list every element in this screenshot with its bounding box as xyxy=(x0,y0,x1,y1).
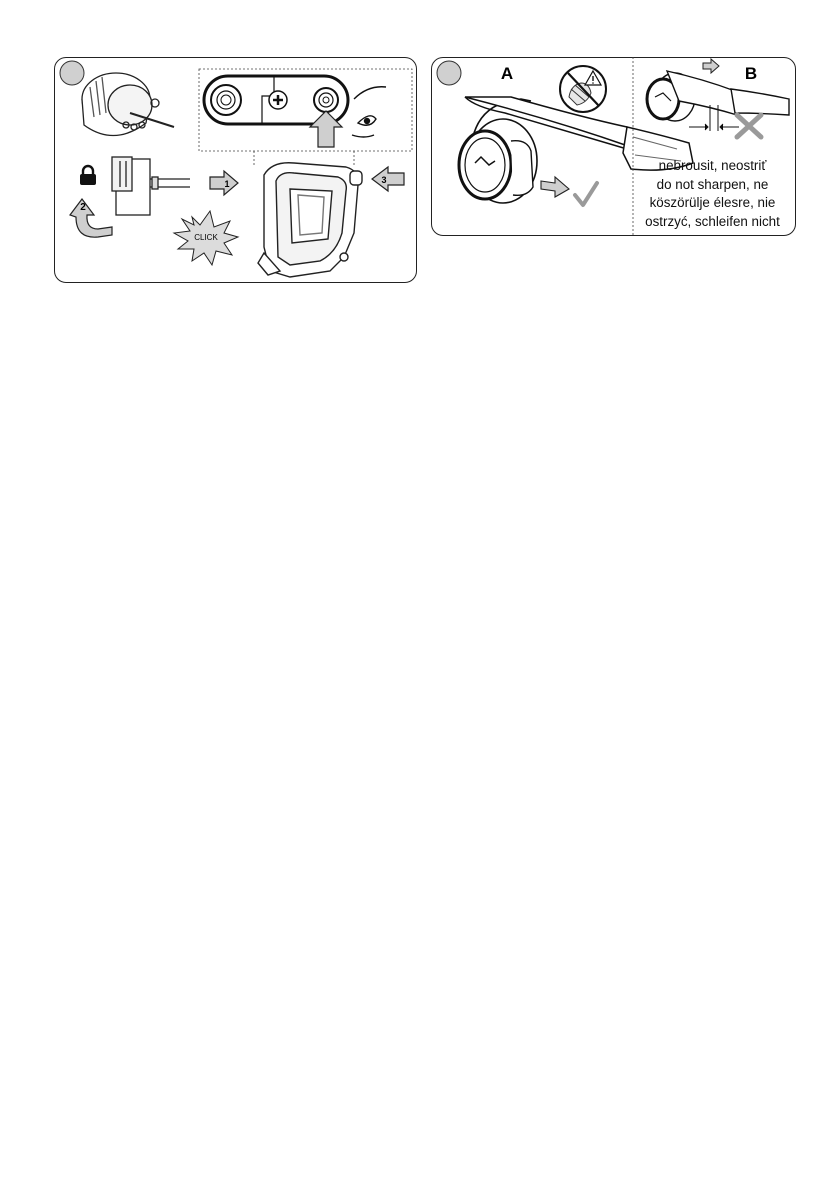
label-a: A xyxy=(500,64,514,83)
panel-number-circle-1 xyxy=(60,61,84,85)
panel-number-circle-2 xyxy=(437,61,461,85)
click-label: CLICK xyxy=(194,233,218,242)
warning-line-cz: nebrousit, neostriť xyxy=(658,158,767,173)
cross-icon xyxy=(737,115,761,137)
direction-arrow-a xyxy=(541,177,569,197)
step-label-3: 3 xyxy=(381,175,387,185)
eye-icon xyxy=(352,87,386,137)
direction-arrow-b xyxy=(703,59,719,73)
checkmark-icon xyxy=(575,183,597,205)
warning-line-hu: köszörülje élesre, nie xyxy=(649,195,776,211)
warning-hand-icon xyxy=(560,66,606,112)
warning-line-pl-de: ostrzyć, schleifen nicht xyxy=(645,213,780,229)
rotate-arrow-2 xyxy=(70,199,112,237)
lock-icon xyxy=(80,166,96,185)
do-not-sharpen-warning xyxy=(631,157,794,231)
sharpener-roller-a xyxy=(459,99,537,203)
warning-line-en: do not sharpen, ne xyxy=(656,176,769,192)
sharpener-unit-drawing xyxy=(82,73,174,136)
step-label-1: 1 xyxy=(224,179,230,189)
chamber-unit-drawing xyxy=(258,163,362,277)
label-b: B xyxy=(744,64,758,83)
click-burst xyxy=(174,211,238,265)
panel-1-illustration xyxy=(54,57,417,283)
insert-arrow-1 xyxy=(210,171,238,195)
push-arrow-3 xyxy=(372,167,404,191)
holder-block-drawing xyxy=(112,157,190,215)
step-label-2: 2 xyxy=(80,202,86,213)
